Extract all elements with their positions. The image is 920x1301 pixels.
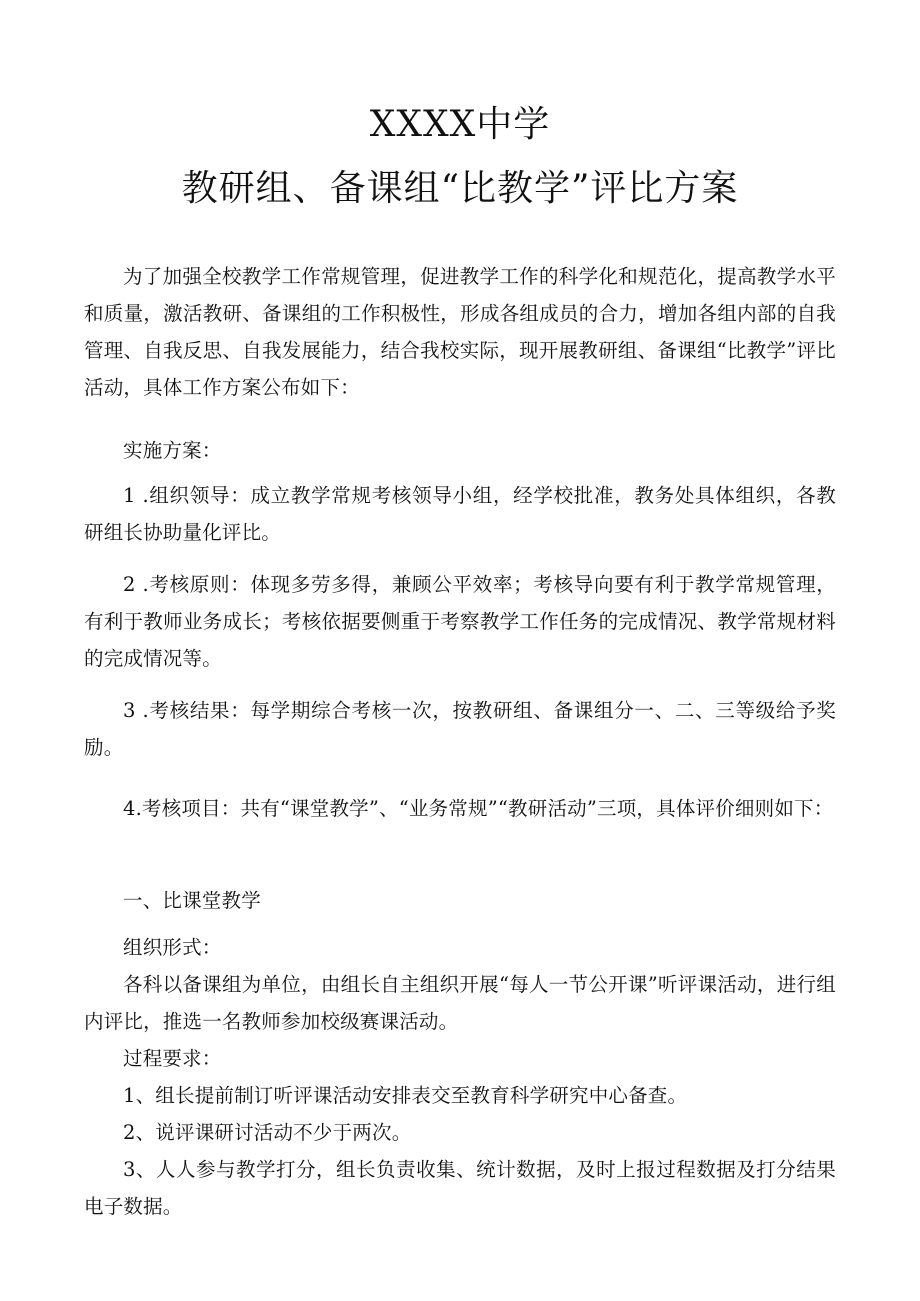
item-principles: 2 .考核原则：体现多劳多得，兼顾公平效率；考核导向要有利于教学常规管理，有利于教师业务成长；考核依据要侧重于考察教学工作任务的完成情况、教学常规材料的完成情况等。 <box>84 573 836 670</box>
process-requirements-heading: 过程要求： <box>123 1047 222 1070</box>
item-projects: 4.考核项目：共有“课堂教学”、“业务常规”“教研活动”三项，具体评价细则如下： <box>123 797 834 820</box>
organization-form-heading: 组织形式： <box>123 936 222 959</box>
implementation-heading: 实施方案： <box>123 439 222 462</box>
intro-paragraph: 为了加强全校教学工作常规管理，促进教学工作的科学化和规范化，提高教学水平和质量，激活教研、备课组的工作积极性，形成各组成员的合力，增加各组内部的自我管理、自我反思、自我发展能力，结合我校实际，现开展教研组、备课组“比教学”评比活动，具体工作方案公布如下： <box>84 265 836 399</box>
item-organization: 1 .组织领导：成立教学常规考核领导小组，经学校批准，教务处具体组织，各教研组长协助量化评比。 <box>84 484 836 544</box>
document-title: 教研组、备课组“比教学”评比方案 <box>181 168 739 209</box>
requirement-1: 1、组长提前制订听评课活动安排表交至教育科学研究中心备查。 <box>123 1084 688 1107</box>
item-results: 3 .考核结果：每学期综合考核一次，按教研组、备课组分一、二、三等级给予奖励。 <box>84 699 836 759</box>
requirement-3: 3、人人参与教学打分，组长负责收集、统计数据，及时上报过程数据及打分结果电子数据。 <box>84 1158 836 1218</box>
school-title: XXXX中学 <box>369 104 551 145</box>
section-classroom-teaching: 一、比课堂教学 <box>123 889 261 912</box>
requirement-2: 2、说评课研讨活动不少于两次。 <box>123 1121 412 1144</box>
organization-form-text: 各科以备课组为单位，由组长自主组织开展“每人一节公开课”听评课活动，进行组内评比，推选一名教师参加校级赛课活动。 <box>84 973 836 1033</box>
